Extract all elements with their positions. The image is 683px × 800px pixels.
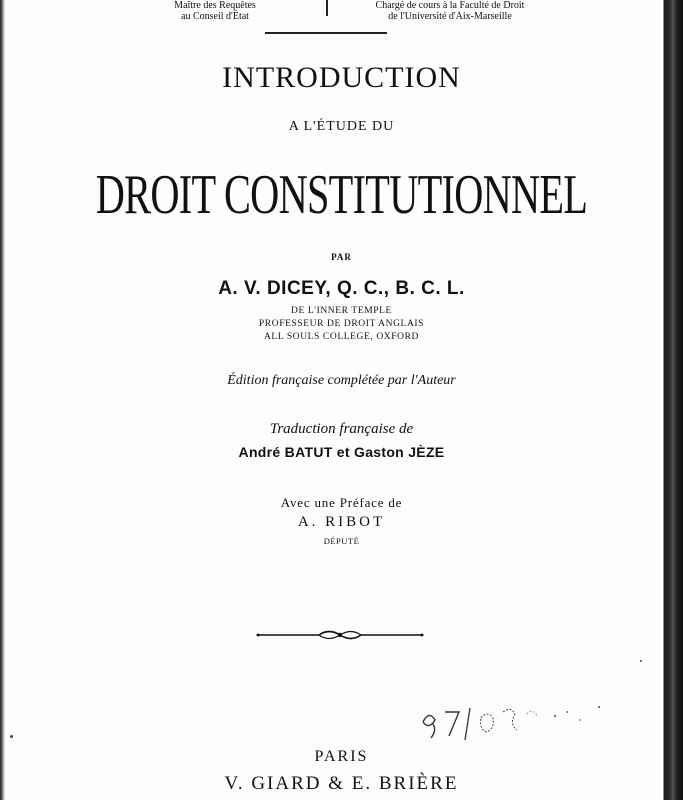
- credit-left-line2: au Conseil d'État: [181, 11, 249, 22]
- title-line3: DROIT CONSTITUTIONNEL: [95, 164, 588, 226]
- credit-left-line1: Maître des Requêtes: [174, 0, 256, 11]
- title-line1: INTRODUCTION: [222, 61, 461, 94]
- translation-label: Traduction française de: [269, 421, 414, 437]
- scan-speck: [10, 735, 13, 738]
- publisher: V. GIARD & E. BRIÈRE: [224, 773, 459, 794]
- by-label: PAR: [331, 252, 352, 262]
- publication-city: PARIS: [314, 748, 369, 765]
- preface-author-title: DÉPUTÉ: [323, 536, 360, 546]
- ornament-rule: [255, 626, 425, 644]
- header-credits: [0, 0, 683, 34]
- translators: André BATUT et Gaston JÈZE: [238, 444, 445, 460]
- handwritten-shelfmark: [415, 700, 595, 748]
- scan-speck: [598, 706, 600, 708]
- credit-left: [140, 0, 290, 22]
- credit-divider: [326, 0, 328, 16]
- credit-right: [335, 0, 565, 22]
- title-line2: A L'ÉTUDE DU: [288, 119, 395, 134]
- preface-label: Avec une Préface de: [280, 495, 403, 510]
- handwriting-drawing: [415, 700, 595, 748]
- author-name: A. V. DICEY, Q. C., B. C. L.: [218, 278, 465, 299]
- author-affiliation-2: PROFESSEUR DE DROIT ANGLAIS: [258, 319, 425, 329]
- header-rule: [265, 32, 387, 34]
- edition-note: Édition française complétée par l'Auteur: [227, 373, 456, 388]
- credit-right-line1: Chargé de cours à la Faculté de Droit: [375, 0, 525, 11]
- author-affiliation-3: ALL SOULS COLLEGE, OXFORD: [263, 332, 420, 342]
- author-affiliation-1: DE L'INNER TEMPLE: [291, 306, 392, 316]
- preface-author: A. RIBOT: [297, 514, 386, 530]
- credit-right-line2: de l'Université d'Aix-Marseille: [388, 11, 512, 22]
- scan-speck: [640, 660, 642, 662]
